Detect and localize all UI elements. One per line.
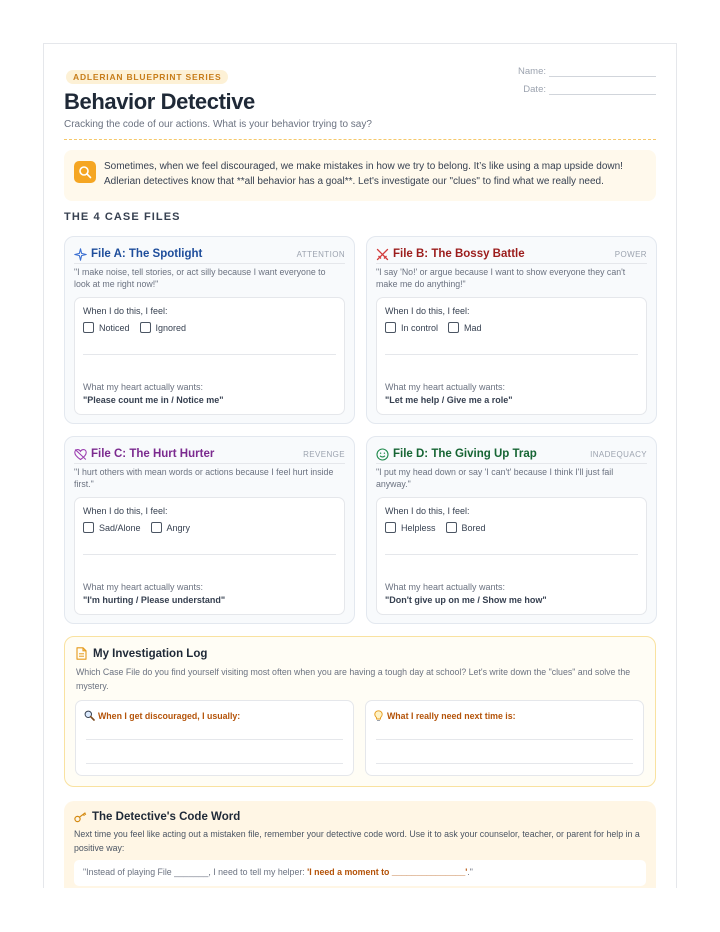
log-question (84, 710, 240, 721)
case-file-header (74, 245, 345, 264)
case-file-goal-tag: POWER (614, 249, 647, 259)
case-file-b (366, 236, 657, 424)
feeling-option-label: Ignored (155, 322, 187, 333)
feeling-option[interactable] (151, 522, 191, 533)
code-word-sentence[interactable] (74, 860, 646, 886)
document-icon (76, 647, 87, 660)
case-file-title: File B: The Bossy Battle (393, 248, 525, 260)
feeling-option-label: Helpless (401, 522, 436, 533)
log-question-label: What I really need next time is: (387, 711, 516, 721)
case-file-goal-tag: REVENGE (303, 449, 345, 459)
want-label: What my heart actually wants: (83, 582, 204, 592)
feeling-option-label: Mad (464, 322, 482, 333)
log-prompt: Which Case File do you find yourself visiting most often when you are having a tough day at school? Let's write down the "clues" and solve the mystery. (76, 667, 631, 691)
feelings-box (376, 297, 647, 415)
writing-line[interactable] (376, 763, 633, 764)
checkbox[interactable] (83, 522, 94, 533)
feeling-options (83, 322, 186, 333)
feel-label: When I do this, I feel: (385, 306, 470, 316)
intro-text (104, 160, 642, 189)
worksheet-content (64, 44, 656, 888)
checkbox[interactable] (140, 322, 151, 333)
intro-line-2: Adlerian detectives know that **all behavior has a goal**. Let's investigate our "clues" to find what we really need. (104, 175, 604, 187)
code-word-title: The Detective's Code Word (92, 811, 241, 823)
feeling-option-label: Sad/Alone (99, 522, 141, 533)
date-line (549, 86, 656, 95)
case-file-d (366, 436, 657, 624)
writing-line[interactable] (376, 739, 633, 740)
writing-line[interactable] (385, 554, 638, 555)
intro-line-1: Sometimes, when we feel discouraged, we make mistakes in how we try to belong. It’s like using a map upside down! (104, 161, 623, 172)
checkbox[interactable] (385, 322, 396, 333)
log-question (374, 710, 516, 722)
checkbox[interactable] (83, 322, 94, 333)
case-file-quote: "I say 'No!' or argue because I want to show everyone they can't make me do anything!" (376, 267, 626, 289)
log-header (76, 647, 207, 660)
case-file-header (74, 445, 345, 464)
sentence-code-phrase: 'I need a moment to _______________' (307, 867, 468, 877)
search-icon (74, 161, 96, 183)
swords-icon (376, 247, 390, 261)
feeling-option[interactable] (140, 322, 187, 333)
log-title: My Investigation Log (93, 647, 208, 660)
case-file-a (64, 236, 355, 424)
heart-need: "I'm hurting / Please understand" (83, 595, 226, 605)
feel-label: When I do this, I feel: (83, 506, 168, 516)
feeling-option-label: Bored (461, 522, 486, 533)
feeling-option[interactable] (446, 522, 486, 533)
case-file-goal-tag: ATTENTION (296, 249, 345, 259)
writing-line[interactable] (83, 554, 336, 555)
writing-line[interactable] (86, 763, 343, 764)
sentence-end: ." (467, 867, 473, 877)
page-title: Behavior Detective (64, 89, 255, 114)
sparkle-icon (74, 247, 88, 261)
name-field[interactable] (506, 66, 656, 77)
code-word-section (64, 801, 656, 888)
case-file-title: File A: The Spotlight (91, 248, 203, 260)
name-label: Name: (518, 66, 546, 77)
writing-line[interactable] (86, 739, 343, 740)
broken-heart-icon (74, 447, 88, 461)
case-file-quote: "I make noise, tell stories, or act silly because I want everyone to look at me right now!" (74, 267, 326, 289)
feeling-option[interactable] (83, 322, 130, 333)
feeling-options (83, 522, 190, 533)
heart-need: "Don't give up on me / Show me how" (385, 595, 547, 605)
series-badge: ADLERIAN BLUEPRINT SERIES (66, 70, 228, 84)
feeling-option[interactable] (385, 522, 436, 533)
feelings-box (74, 297, 345, 415)
date-label: Date: (523, 84, 546, 95)
want-label: What my heart actually wants: (83, 382, 204, 392)
intro-callout (64, 150, 656, 201)
feeling-option[interactable] (83, 522, 141, 533)
feeling-options (385, 322, 482, 333)
feel-label: When I do this, I feel: (83, 306, 168, 316)
case-file-header (376, 445, 647, 464)
case-file-header (376, 245, 647, 264)
code-word-header (74, 811, 240, 823)
date-field[interactable] (506, 84, 656, 95)
feeling-options (385, 522, 486, 533)
writing-line[interactable] (385, 354, 638, 355)
feeling-option-label: Noticed (99, 322, 130, 333)
case-file-title: File D: The Giving Up Trap (393, 448, 537, 460)
feeling-option[interactable] (385, 322, 438, 333)
worksheet-page (43, 43, 677, 888)
log-answer-need (365, 700, 644, 776)
case-file-quote: "I put my head down or say 'I can't' because I think I'll just fail anyway." (376, 467, 614, 489)
checkbox[interactable] (151, 522, 162, 533)
case-files-heading: THE 4 CASE FILES (64, 211, 181, 223)
heart-need: "Please count me in / Notice me" (83, 395, 224, 405)
checkbox[interactable] (385, 522, 396, 533)
writing-line[interactable] (83, 354, 336, 355)
want-label: What my heart actually wants: (385, 382, 506, 392)
code-word-text: Next time you feel like acting out a mistaken file, remember your detective code word. Use it to ask your counselor, teacher, or parent for help in a positive way: (74, 829, 640, 853)
investigation-log (64, 636, 656, 787)
feel-label: When I do this, I feel: (385, 506, 470, 516)
log-answer-discouraged (75, 700, 354, 776)
case-file-goal-tag: INADEQUACY (590, 449, 647, 459)
checkbox[interactable] (446, 522, 457, 533)
magnifier-icon (84, 710, 95, 721)
heart-need: "Let me help / Give me a role" (385, 395, 513, 405)
case-file-quote: "I hurt others with mean words or actions because I feel hurt inside first." (74, 467, 334, 489)
log-question-label: When I get discouraged, I usually: (98, 710, 241, 721)
feelings-box (376, 497, 647, 615)
want-label: What my heart actually wants: (385, 582, 506, 592)
feeling-option[interactable] (448, 322, 482, 333)
sentence-start: "Instead of playing File _______, I need to tell my helper: (83, 867, 308, 877)
smile-icon (376, 447, 390, 461)
key-icon (74, 812, 87, 823)
page-subtitle: Cracking the code of our actions. What is your behavior trying to say? (64, 119, 372, 130)
lightbulb-icon (374, 710, 383, 722)
case-file-title: File C: The Hurt Hurter (91, 448, 215, 460)
case-file-c (64, 436, 355, 624)
feeling-option-label: Angry (166, 522, 191, 533)
feeling-option-label: In control (401, 322, 439, 333)
name-line (549, 68, 656, 77)
header-divider (64, 139, 656, 140)
feelings-box (74, 497, 345, 615)
checkbox[interactable] (448, 322, 459, 333)
